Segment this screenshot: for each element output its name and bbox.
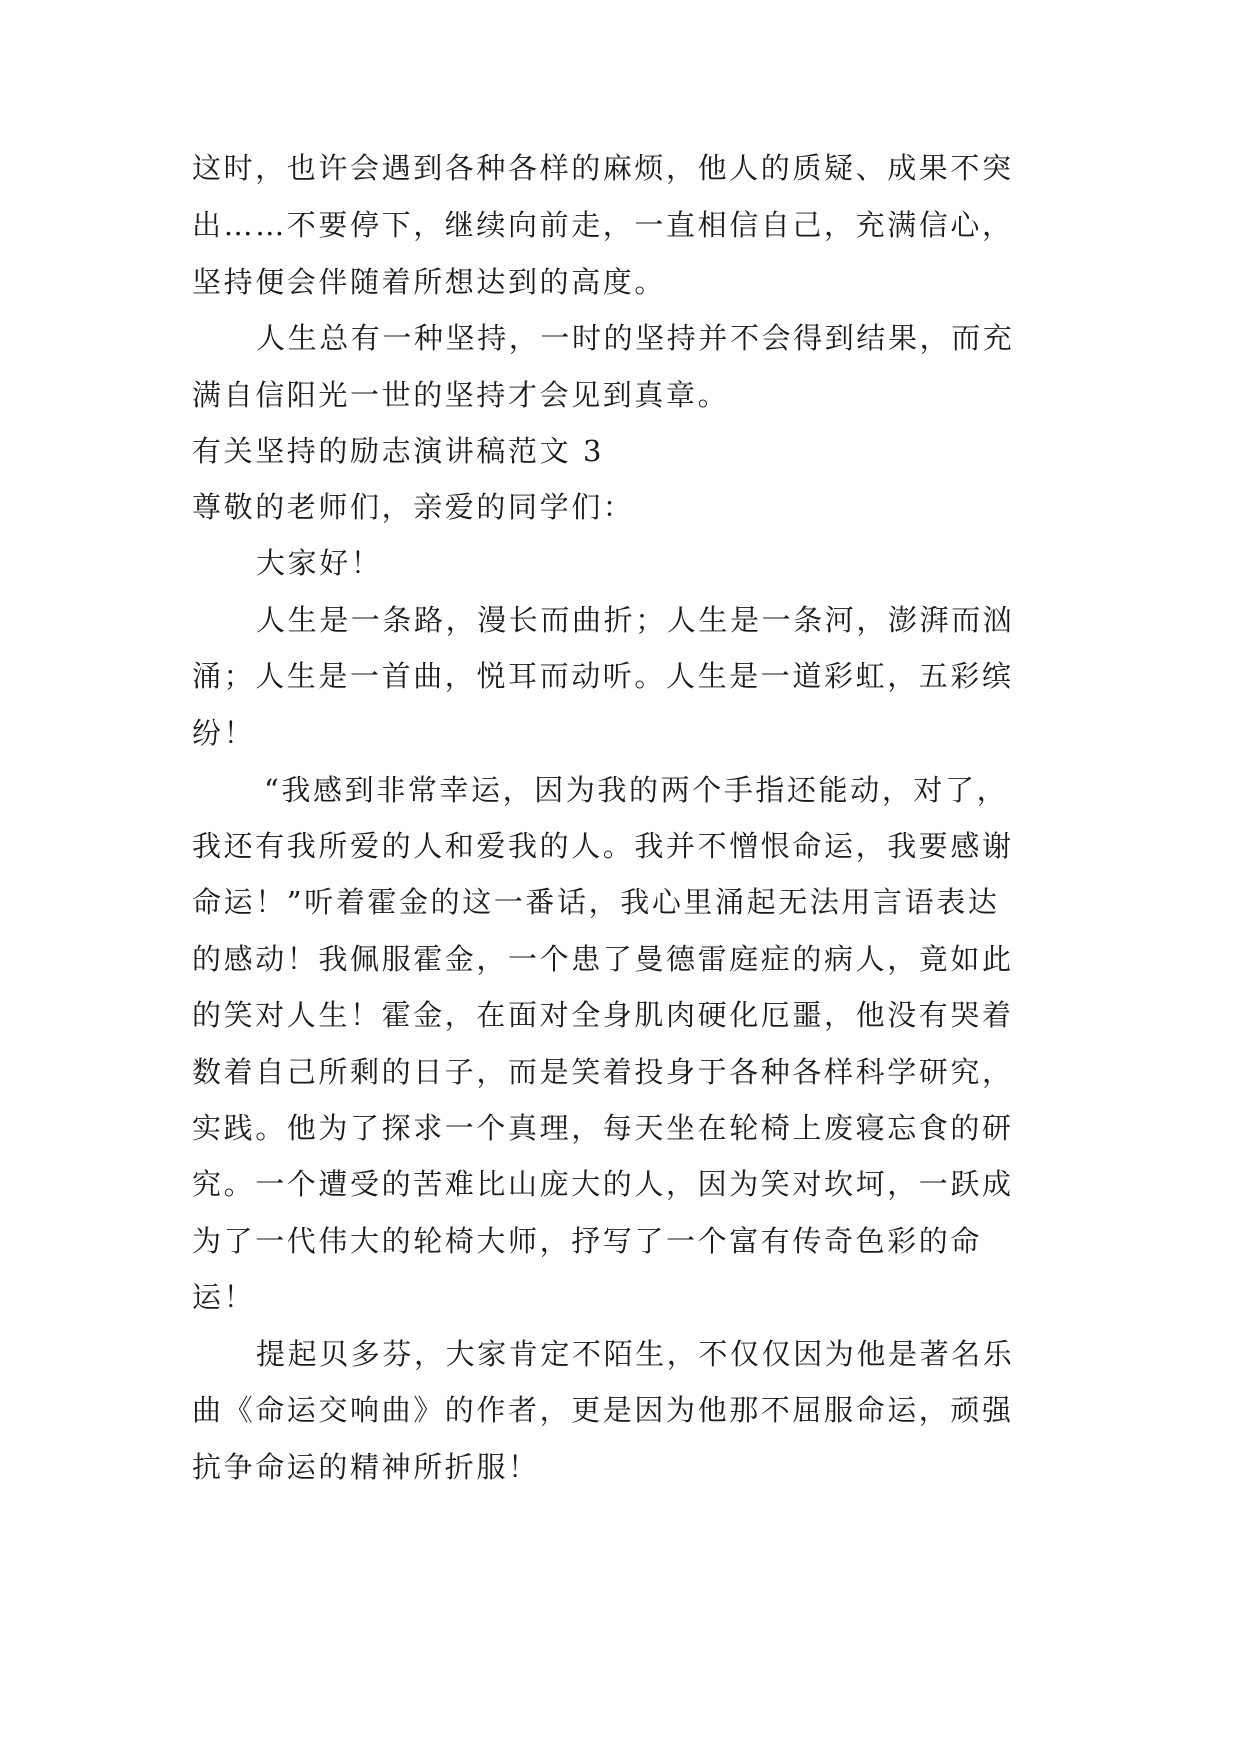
- paragraph-line: 涌；人生是一首曲，悦耳而动听。人生是一道彩虹，五彩缤: [192, 659, 1014, 693]
- paragraph-line: 人生总有一种坚持，一时的坚持并不会得到结果，而充: [256, 321, 1015, 355]
- paragraph-line: 坚持便会伴随着所想达到的高度。: [192, 265, 667, 299]
- section-heading: 有关坚持的励志演讲稿范文 3: [192, 434, 605, 468]
- paragraph-line: 为了一代伟大的轮椅大师，抒写了一个富有传奇色彩的命: [192, 1224, 983, 1258]
- paragraph-line: 我还有我所爱的人和爱我的人。我并不憎恨命运，我要感谢: [192, 829, 1014, 863]
- paragraph-line: 纷！: [192, 716, 256, 750]
- greeting: 大家好！: [256, 546, 383, 580]
- salutation: 尊敬的老师们，亲爱的同学们：: [192, 490, 635, 524]
- paragraph-line: 曲《命运交响曲》的作者，更是因为他那不屈服命运，顽强: [192, 1393, 1014, 1427]
- paragraph-line: 人生是一条路，漫长而曲折；人生是一条河，澎湃而汹: [256, 603, 1015, 637]
- paragraph-line: 实践。他为了探求一个真理，每天坐在轮椅上废寝忘食的研: [192, 1111, 1014, 1145]
- paragraph-line: 抗争命运的精神所折服！: [192, 1450, 540, 1484]
- paragraph-line: 数着自己所剩的日子，而是笑着投身于各种各样科学研究，: [192, 1055, 1014, 1089]
- paragraph-line: “我感到非常幸运，因为我的两个手指还能动，对了，: [264, 773, 1009, 807]
- paragraph-line: 的感动！我佩服霍金，一个患了曼德雷庭症的病人，竟如此: [192, 942, 1014, 976]
- paragraph-line: 命运！”听着霍金的这一番话，我心里涌起无法用言语表达: [192, 885, 1000, 919]
- paragraph-line: 运！: [192, 1280, 256, 1314]
- paragraph-line: 这时，也许会遇到各种各样的麻烦，他人的质疑、成果不突: [192, 151, 1014, 185]
- paragraph-line: 究。一个遭受的苦难比山庞大的人，因为笑对坎坷，一跃成: [192, 1167, 1014, 1201]
- paragraph-line: 提起贝多芬，大家肯定不陌生，不仅仅因为他是著名乐: [256, 1337, 1015, 1371]
- paragraph-line: 满自信阳光一世的坚持才会见到真章。: [192, 378, 730, 412]
- paragraph-line: 出……不要停下，继续向前走，一直相信自己，充满信心，: [192, 208, 1014, 242]
- paragraph-line: 的笑对人生！霍金，在面对全身肌肉硬化厄噩，他没有哭着: [192, 998, 1014, 1032]
